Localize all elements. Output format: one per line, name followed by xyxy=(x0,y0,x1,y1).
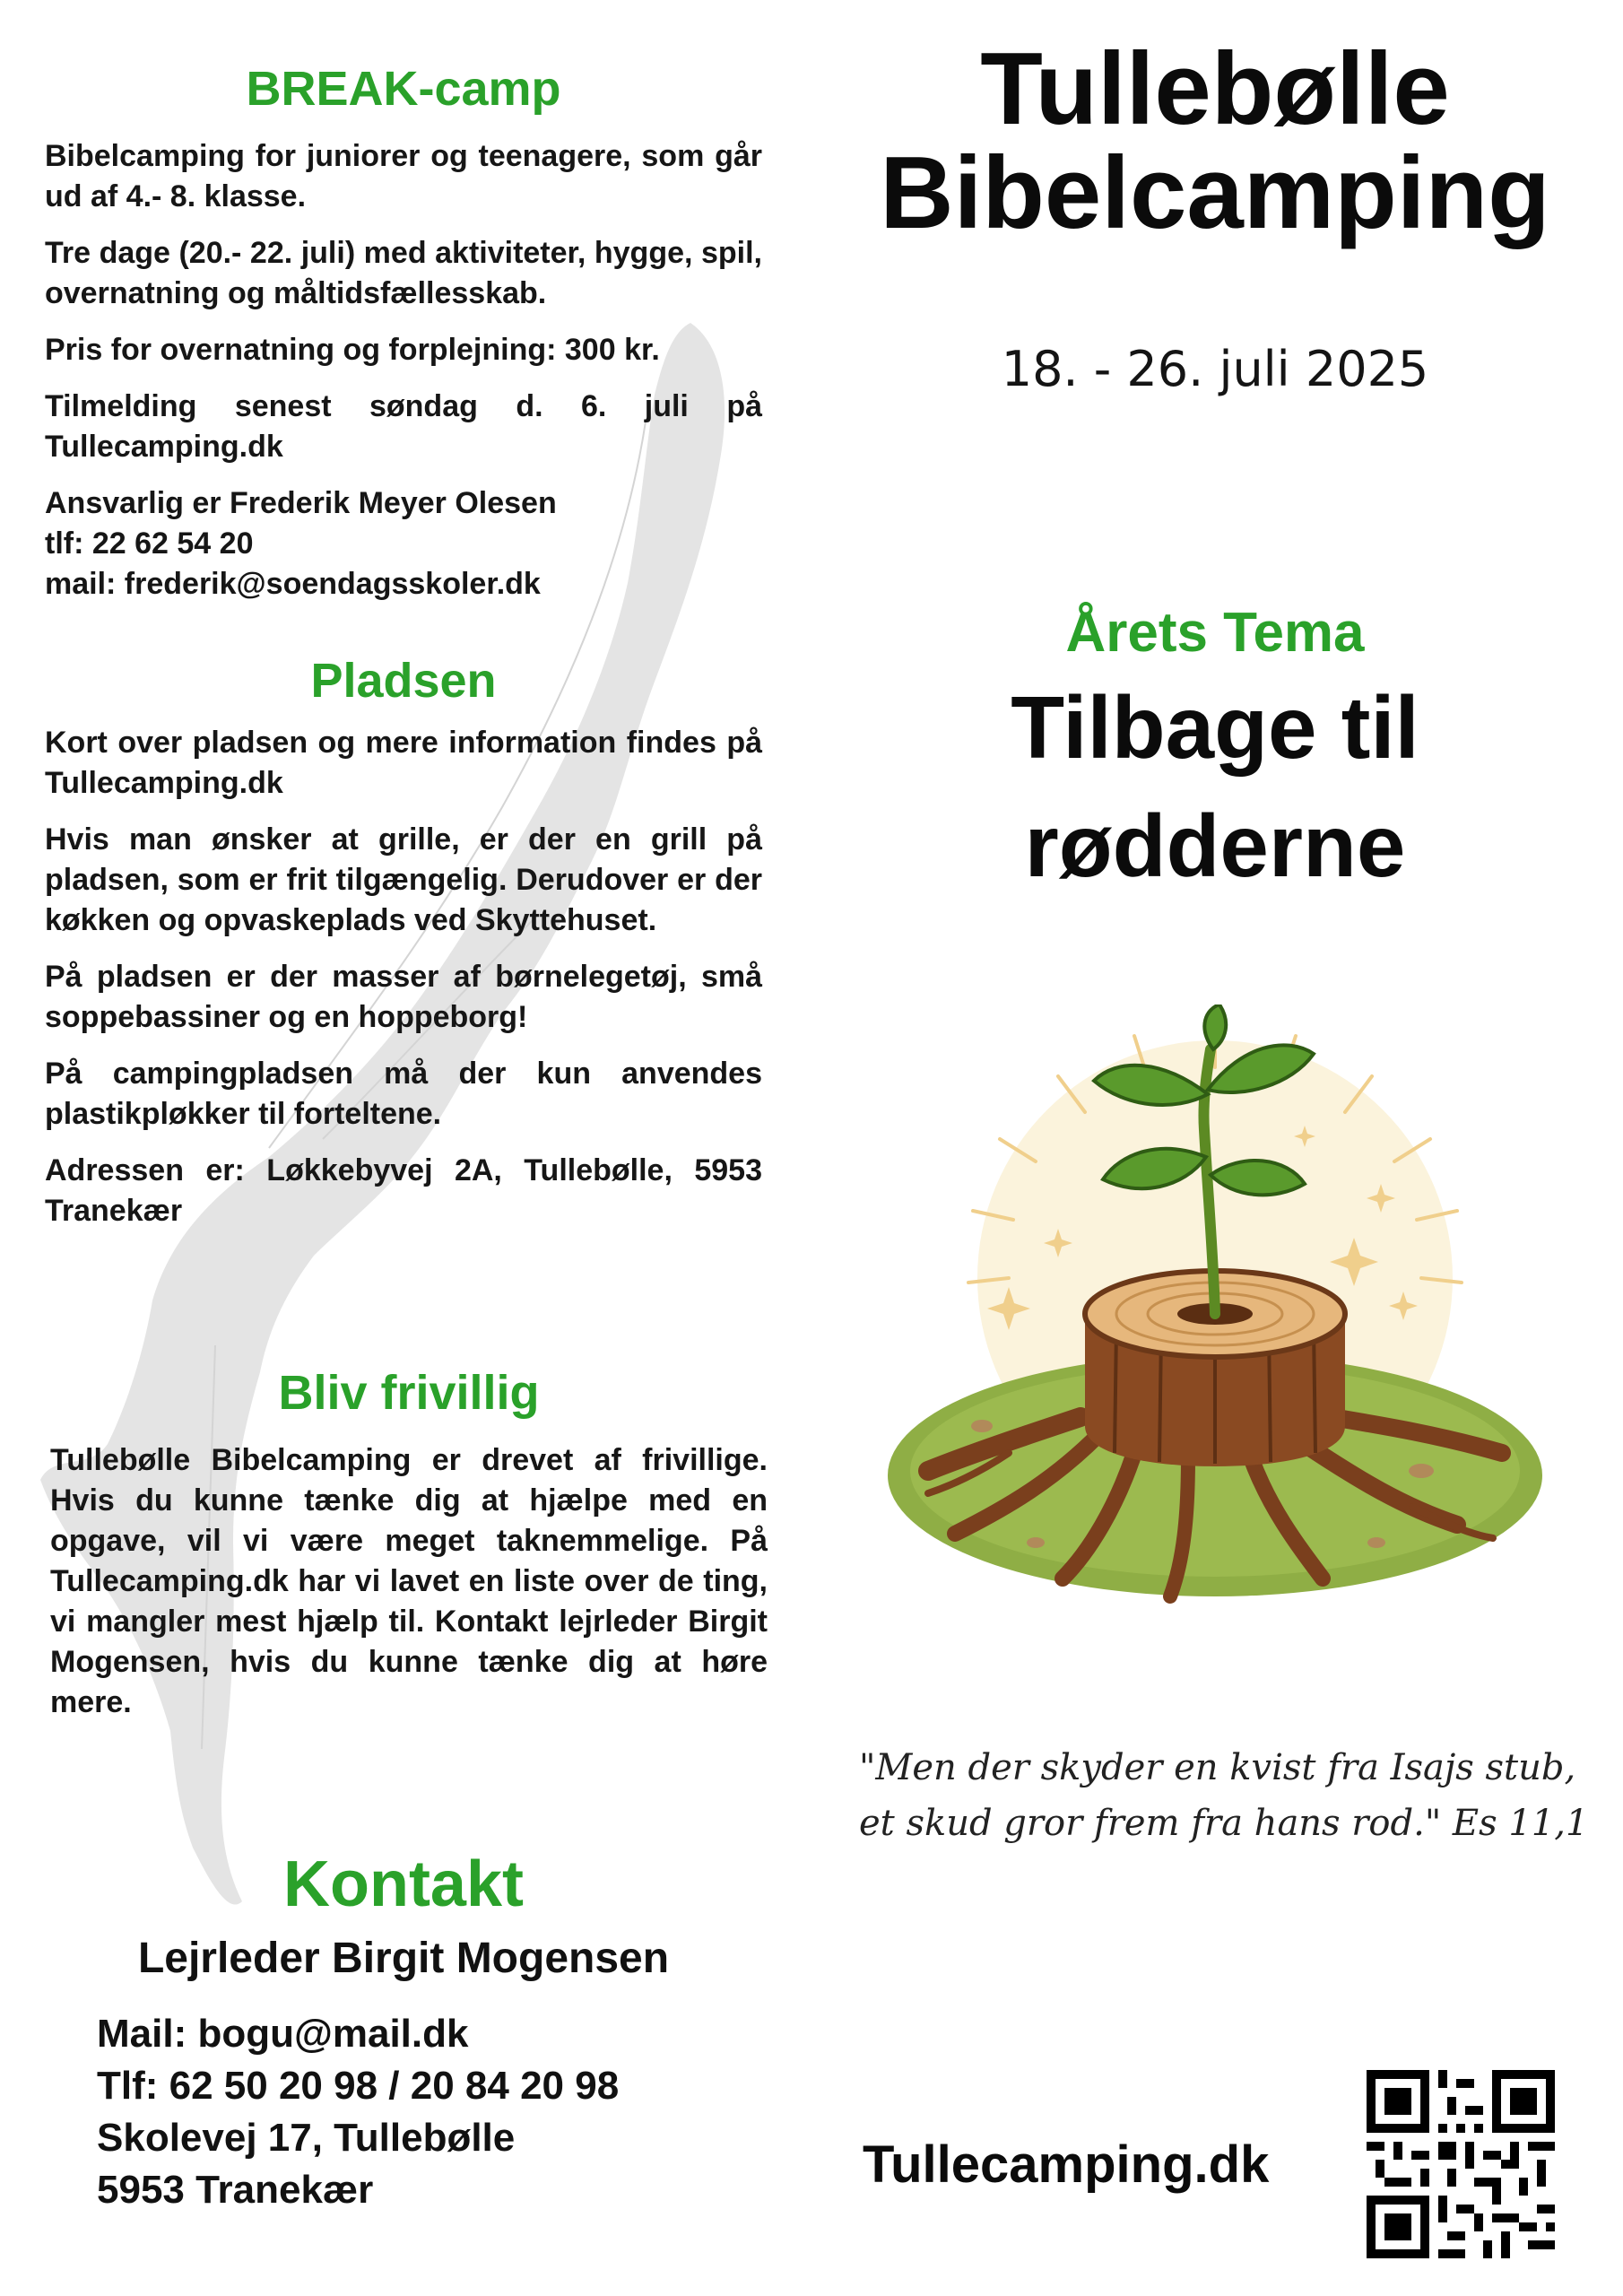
frivillig-section xyxy=(50,1365,768,1723)
website-link[interactable]: Tullecamping.dk xyxy=(863,2135,1270,2194)
kontakt-heading: Kontakt xyxy=(283,1848,524,1920)
frivillig-heading: Bliv frivillig xyxy=(278,1366,540,1420)
sprouting-stump-illustration xyxy=(874,1004,1556,1614)
kontakt-city: 5953 Tranekær xyxy=(97,2168,374,2212)
frivillig-text: Tullebølle Bibelcamping er drevet af frivillige. Hvis du kunne tænke dig at hjælpe med en opgave, vil vi være meget taknemmelige. På Tullecamping.dk har vi lavet en liste over de ting, vi mangler mest hjælp til. Kontakt lejrleder Birgit Mogensen, hvis du kunne tænke dig at høre mere. xyxy=(50,1443,768,1719)
title-block xyxy=(829,32,1601,250)
kontakt-phone: Tlf: 62 50 20 98 / 20 84 20 98 xyxy=(97,2064,620,2108)
theme-label: Årets Tema xyxy=(1065,602,1365,664)
theme-line-1: Tilbage til xyxy=(1011,678,1419,777)
kontakt-leader: Lejrleder Birgit Mogensen xyxy=(137,1935,670,1982)
title-line-1: Tullebølle xyxy=(980,32,1450,146)
title-line-2: Bibelcamping xyxy=(880,136,1550,250)
pladsen-heading: Pladsen xyxy=(310,654,497,708)
break-camp-phone: tlf: 22 62 54 20 xyxy=(45,526,254,561)
kontakt-section xyxy=(45,1848,762,2216)
break-camp-price: Pris for overnatning og forplejning: 300 kr. xyxy=(45,333,660,367)
theme-line-2: rødderne xyxy=(1024,796,1406,895)
bible-quote xyxy=(859,1740,1594,1851)
kontakt-mail: Mail: bogu@mail.dk xyxy=(97,2012,469,2056)
event-dates: 18. - 26. juli 2025 xyxy=(1001,341,1429,397)
quote-line-2: et skud gror frem fra hans rod." Es 11,1 xyxy=(859,1803,1589,1844)
break-camp-signup: Tilmelding senest søndag d. 6. juli på Tullecamping.dk xyxy=(45,389,762,464)
break-camp-heading: BREAK-camp xyxy=(246,62,561,116)
break-camp-section xyxy=(45,61,762,604)
qr-code xyxy=(1367,2070,1555,2258)
break-camp-responsible: Ansvarlig er Frederik Meyer Olesen xyxy=(45,486,557,520)
pladsen-map-info: Kort over pladsen og mere information findes på Tullecamping.dk xyxy=(45,726,762,800)
kontakt-street: Skolevej 17, Tullebølle xyxy=(97,2116,516,2160)
break-camp-dates: Tre dage (20.- 22. juli) med aktiviteter, hygge, spil, overnatning og måltidsfællesskab. xyxy=(45,236,762,310)
pladsen-grill-info: Hvis man ønsker at grille, er der en grill på pladsen, som er frit tilgængelig. Derudover er der køkken og opvaskeplads ved Skyttehuset. xyxy=(45,822,762,937)
pladsen-section xyxy=(45,653,762,1231)
pladsen-toys-info: På pladsen er der masser af børnelegetøj, små soppebassiner og en hoppeborg! xyxy=(45,960,762,1034)
quote-line-1: "Men der skyder en kvist fra Isajs stub, xyxy=(859,1747,1576,1788)
theme-block xyxy=(829,601,1601,905)
pladsen-address: Adressen er: Løkkebyvej 2A, Tullebølle, 5953 Tranekær xyxy=(45,1153,762,1228)
pladsen-pegs-info: På campingpladsen må der kun anvendes plastikpløkker til forteltene. xyxy=(45,1057,762,1131)
break-camp-mail: mail: frederik@soendagsskoler.dk xyxy=(45,567,541,601)
break-camp-intro: Bibelcamping for juniorer og teenagere, som går ud af 4.- 8. klasse. xyxy=(45,139,762,213)
